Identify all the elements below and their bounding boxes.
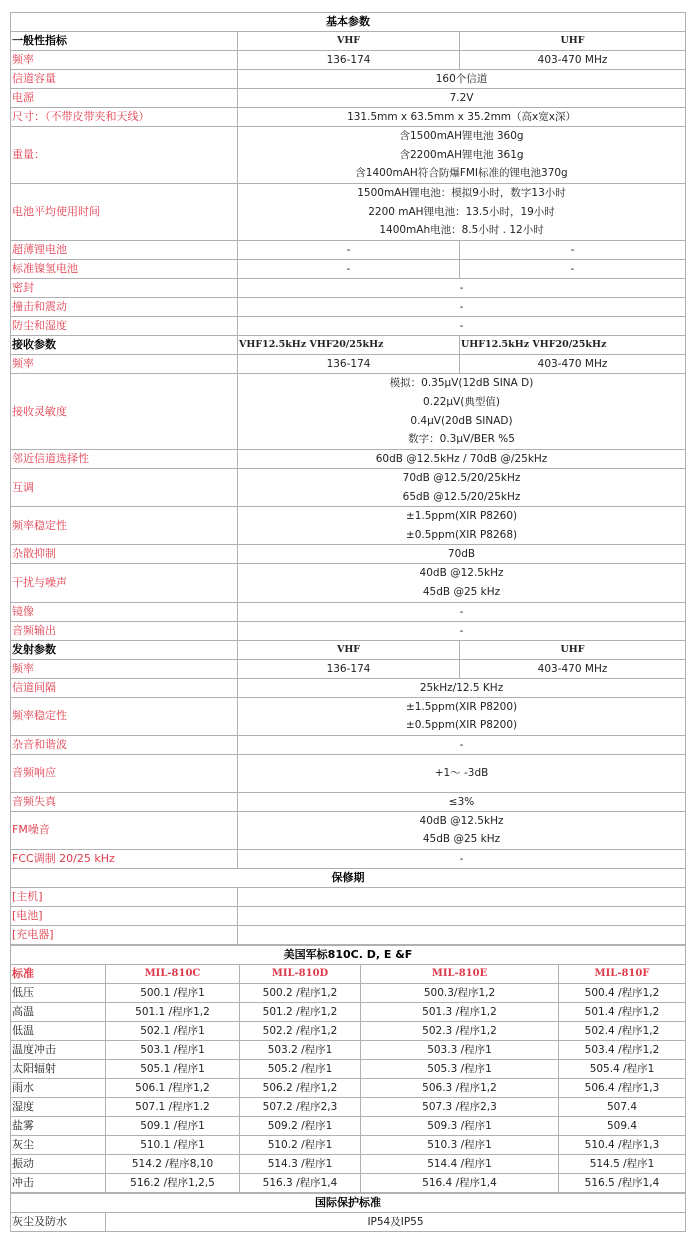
mil-value: 502.2 /程序1,2	[240, 1021, 361, 1040]
section-header: 接收参数	[11, 336, 238, 355]
value-line: 1400mAh电池：8.5小时 . 12小时	[379, 224, 544, 237]
uhf-value: -	[460, 260, 686, 279]
spec-label: 频率稳定性	[11, 697, 238, 735]
vhf-column-header: VHF12.5kHz VHF20/25kHz	[238, 336, 460, 355]
mil-value: 514.5 /程序1	[559, 1154, 686, 1173]
uhf-value: 403-470 MHz	[460, 51, 686, 70]
warranty-label: [充电器]	[11, 925, 238, 944]
mil-value: 500.2 /程序1,2	[240, 983, 361, 1002]
warranty-value	[238, 887, 686, 906]
value-line: 含2200mAH锂电池 361g	[399, 148, 524, 161]
ip-header: 国际保护标准	[11, 1193, 686, 1212]
spec-row	[11, 735, 686, 754]
military-row	[11, 1021, 686, 1040]
value-line: 45dB @25 kHz	[422, 833, 501, 846]
mil-value: 510.3 /程序1	[361, 1135, 559, 1154]
multi-line-value	[238, 469, 686, 507]
spec-label: 信道间隔	[11, 678, 238, 697]
military-row	[11, 1116, 686, 1135]
military-row	[11, 1097, 686, 1116]
spec-row	[11, 279, 686, 298]
spec-label: 超薄锂电池	[11, 241, 238, 260]
spec-label: 标准镍氢电池	[11, 260, 238, 279]
spec-label: 邻近信道选择性	[11, 450, 238, 469]
title-row	[11, 13, 686, 32]
spec-row	[11, 811, 686, 849]
warranty-row	[11, 906, 686, 925]
mil-value: 506.4 /程序1,3	[559, 1078, 686, 1097]
military-row	[11, 1002, 686, 1021]
uhf-column-header: UHF12.5kHz VHF20/25kHz	[460, 336, 686, 355]
military-row	[11, 1173, 686, 1192]
spec-row	[11, 108, 686, 127]
page-title: 基本参数	[11, 13, 686, 32]
mil-value: 506.2 /程序1,2	[240, 1078, 361, 1097]
mil-value: 509.2 /程序1	[240, 1116, 361, 1135]
mil-value: 507.2 /程序2,3	[240, 1097, 361, 1116]
section-header: 一般性指标	[11, 32, 238, 51]
spec-row	[11, 450, 686, 469]
vhf-value: -	[238, 241, 460, 260]
mil-value: 500.4 /程序1,2	[559, 983, 686, 1002]
spec-row	[11, 374, 686, 450]
spec-row	[11, 469, 686, 507]
test-label: 灰尘	[11, 1135, 106, 1154]
spec-value: 160个信道	[238, 70, 686, 89]
uhf-column-header: UHF	[460, 640, 686, 659]
spec-label: 重量：	[11, 127, 238, 184]
spec-value: 60dB @12.5kHz / 70dB @/25kHz	[238, 450, 686, 469]
value-line: ±0.5ppm(XIR P8268)	[405, 528, 518, 541]
value-line: 65dB @12.5/20/25kHz	[402, 490, 521, 503]
mil-value: 501.1 /程序1,2	[106, 1002, 240, 1021]
multi-line-value	[238, 184, 686, 241]
spec-label: 杂散抑制	[11, 545, 238, 564]
mil-column-header: MIL-810F	[559, 964, 686, 983]
mil-value: 516.2 /程序1,2,5	[106, 1173, 240, 1192]
test-label: 低压	[11, 983, 106, 1002]
mil-value: 506.3 /程序1,2	[361, 1078, 559, 1097]
spec-sheet	[10, 12, 685, 1232]
value-line: ±1.5ppm(XIR P8200)	[405, 700, 518, 713]
mil-value: 510.1 /程序1	[106, 1135, 240, 1154]
spec-row	[11, 507, 686, 545]
multi-line-value	[238, 811, 686, 849]
spec-label: 频率稳定性	[11, 507, 238, 545]
section-header-row	[11, 945, 686, 964]
spec-label: 撞击和震动	[11, 298, 238, 317]
spec-label: 信道容量	[11, 70, 238, 89]
military-header: 美国军标810C. D, E &F	[11, 945, 686, 964]
spec-label: 互调	[11, 469, 238, 507]
mil-value: 501.2 /程序1,2	[240, 1002, 361, 1021]
value-line: ±1.5ppm(XIR P8260)	[405, 510, 518, 523]
military-row	[11, 1059, 686, 1078]
spec-row	[11, 127, 686, 184]
spec-row	[11, 754, 686, 792]
warranty-header: 保修期	[11, 868, 686, 887]
military-row	[11, 1135, 686, 1154]
spec-label: 电源	[11, 89, 238, 108]
spec-value: 25kHz/12.5 KHz	[238, 678, 686, 697]
test-label: 盐雾	[11, 1116, 106, 1135]
military-standard-table	[10, 945, 686, 1193]
military-column-row	[11, 964, 686, 983]
spec-label: FM噪音	[11, 811, 238, 849]
test-label: 高温	[11, 1002, 106, 1021]
spec-row	[11, 545, 686, 564]
multi-line-value	[238, 374, 686, 450]
value-line: 70dB @12.5/20/25kHz	[402, 472, 521, 484]
spec-row	[11, 70, 686, 89]
spec-label: 频率	[11, 355, 238, 374]
section-header-row	[11, 336, 686, 355]
multi-line-value	[238, 127, 686, 184]
spec-row	[11, 849, 686, 868]
vhf-column-header: VHF	[238, 640, 460, 659]
spec-row	[11, 317, 686, 336]
mil-value: 507.4	[559, 1097, 686, 1116]
spec-label: 音频响应	[11, 754, 238, 792]
spec-row	[11, 621, 686, 640]
mil-value: 514.4 /程序1	[361, 1154, 559, 1173]
value-line: 数字：0.3μV/BER %5	[408, 433, 515, 446]
spec-label: 电池平均使用时间	[11, 184, 238, 241]
mil-value: 507.3 /程序2,3	[361, 1097, 559, 1116]
spec-value: -	[238, 279, 686, 298]
spec-value: 131.5mm x 63.5mm x 35.2mm（高x宽x深）	[238, 108, 686, 127]
mil-value: 507.1 /程序1.2	[106, 1097, 240, 1116]
mil-value: 502.1 /程序1	[106, 1021, 240, 1040]
spec-label: 接收灵敏度	[11, 374, 238, 450]
spec-row	[11, 678, 686, 697]
mil-value: 503.4 /程序1,2	[559, 1040, 686, 1059]
value-line: 40dB @12.5kHz	[419, 814, 504, 827]
mil-value: 503.3 /程序1	[361, 1040, 559, 1059]
value-line: 含1500mAH锂电池 360g	[399, 130, 524, 143]
spec-value: ≤3%	[238, 792, 686, 811]
spec-row	[11, 659, 686, 678]
mil-value: 502.3 /程序1,2	[361, 1021, 559, 1040]
test-label: 低温	[11, 1021, 106, 1040]
mil-value: 506.1 /程序1,2	[106, 1078, 240, 1097]
warranty-row	[11, 887, 686, 906]
mil-value: 516.5 /程序1,4	[559, 1173, 686, 1192]
mil-column-header: MIL-810E	[361, 964, 559, 983]
test-label: 太阳辐射	[11, 1059, 106, 1078]
spec-label: 干扰与噪声	[11, 564, 238, 602]
multi-line-value	[238, 697, 686, 735]
multi-line-value	[238, 507, 686, 545]
vhf-value: 136-174	[238, 355, 460, 374]
mil-value: 505.1 /程序1	[106, 1059, 240, 1078]
vhf-value: 136-174	[238, 659, 460, 678]
mil-value: 500.3/程序1,2	[361, 983, 559, 1002]
military-row	[11, 1154, 686, 1173]
spec-label: 密封	[11, 279, 238, 298]
spec-label: 音频输出	[11, 621, 238, 640]
warranty-row	[11, 925, 686, 944]
mil-value: 501.4 /程序1,2	[559, 1002, 686, 1021]
warranty-label: [主机]	[11, 887, 238, 906]
spec-value: -	[238, 317, 686, 336]
spec-row	[11, 241, 686, 260]
value-line: 0.4μV(20dB SINAD)	[410, 414, 513, 427]
ip-label: 灰尘及防水	[11, 1212, 106, 1231]
spec-label: 杂音和谐波	[11, 735, 238, 754]
military-row	[11, 1078, 686, 1097]
spec-row	[11, 298, 686, 317]
spec-value: -	[238, 735, 686, 754]
test-label: 振动	[11, 1154, 106, 1173]
spec-value: 70dB	[238, 545, 686, 564]
mil-value: 503.2 /程序1	[240, 1040, 361, 1059]
mil-value: 505.4 /程序1	[559, 1059, 686, 1078]
mil-value: 514.2 /程序8,10	[106, 1154, 240, 1173]
spec-value: +1～ -3dB	[238, 754, 686, 792]
military-row	[11, 1040, 686, 1059]
multi-line-value	[238, 564, 686, 602]
spec-label: 音频失真	[11, 792, 238, 811]
warranty-value	[238, 925, 686, 944]
mil-value: 509.1 /程序1	[106, 1116, 240, 1135]
value-line: 40dB @12.5kHz	[419, 567, 504, 580]
spec-value: -	[238, 298, 686, 317]
value-line: ±0.5ppm(XIR P8200)	[405, 719, 518, 732]
uhf-value: 403-470 MHz	[460, 659, 686, 678]
spec-row	[11, 792, 686, 811]
military-row	[11, 983, 686, 1002]
mil-value: 503.1 /程序1	[106, 1040, 240, 1059]
mil-value: 509.4	[559, 1116, 686, 1135]
mil-value: 505.2 /程序1	[240, 1059, 361, 1078]
test-label: 温度冲击	[11, 1040, 106, 1059]
spec-label: FCC调制 20/25 kHz	[11, 849, 238, 868]
ip-standard-table	[10, 1193, 686, 1232]
value-line: 0.22μV(典型值)	[423, 395, 500, 408]
vhf-value: -	[238, 260, 460, 279]
standard-label: 标准	[11, 964, 106, 983]
value-line: 1500mAH锂电池：模拟9小时，数字13小时	[357, 187, 566, 200]
spec-label: 镜像	[11, 602, 238, 621]
spec-value: -	[238, 621, 686, 640]
test-label: 雨水	[11, 1078, 106, 1097]
value-line: 45dB @25 kHz	[422, 585, 501, 598]
spec-label: 频率	[11, 659, 238, 678]
section-header-row	[11, 868, 686, 887]
section-header-row	[11, 1193, 686, 1212]
spec-row	[11, 355, 686, 374]
vhf-value: 136-174	[238, 51, 460, 70]
main-spec-table	[10, 12, 686, 945]
vhf-column-header: VHF	[238, 32, 460, 51]
spec-value: -	[238, 602, 686, 621]
value-line: 含1400mAH符合防爆FMI标准的锂电池370g	[355, 167, 568, 180]
section-header: 发射参数	[11, 640, 238, 659]
uhf-value: 403-470 MHz	[460, 355, 686, 374]
warranty-value	[238, 906, 686, 925]
uhf-value: -	[460, 241, 686, 260]
mil-value: 500.1 /程序1	[106, 983, 240, 1002]
ip-value: IP54及IP55	[106, 1212, 686, 1231]
uhf-column-header: UHF	[460, 32, 686, 51]
spec-row	[11, 51, 686, 70]
spec-row	[11, 184, 686, 241]
mil-value: 516.3 /程序1,4	[240, 1173, 361, 1192]
mil-column-header: MIL-810C	[106, 964, 240, 983]
spec-value: 7.2V	[238, 89, 686, 108]
spec-row	[11, 602, 686, 621]
mil-column-header: MIL-810D	[240, 964, 361, 983]
spec-label: 尺寸：（不带皮带夹和天线）	[11, 108, 238, 127]
value-line: 模拟：0.35μV(12dB SINA D)	[389, 377, 534, 390]
section-header-row	[11, 32, 686, 51]
test-label: 冲击	[11, 1173, 106, 1192]
spec-row	[11, 89, 686, 108]
mil-value: 516.4 /程序1,4	[361, 1173, 559, 1192]
mil-value: 510.4 /程序1,3	[559, 1135, 686, 1154]
spec-label: 频率	[11, 51, 238, 70]
mil-value: 509.3 /程序1	[361, 1116, 559, 1135]
ip-row	[11, 1212, 686, 1231]
mil-value: 501.3 /程序1,2	[361, 1002, 559, 1021]
spec-row	[11, 260, 686, 279]
section-header-row	[11, 640, 686, 659]
spec-row	[11, 564, 686, 602]
warranty-label: [电池]	[11, 906, 238, 925]
test-label: 湿度	[11, 1097, 106, 1116]
mil-value: 505.3 /程序1	[361, 1059, 559, 1078]
value-line: 2200 mAH锂电池：13.5小时，19小时	[368, 205, 555, 218]
spec-label: 防尘和湿度	[11, 317, 238, 336]
mil-value: 514.3 /程序1	[240, 1154, 361, 1173]
mil-value: 502.4 /程序1,2	[559, 1021, 686, 1040]
mil-value: 510.2 /程序1	[240, 1135, 361, 1154]
spec-value: -	[238, 849, 686, 868]
spec-row	[11, 697, 686, 735]
